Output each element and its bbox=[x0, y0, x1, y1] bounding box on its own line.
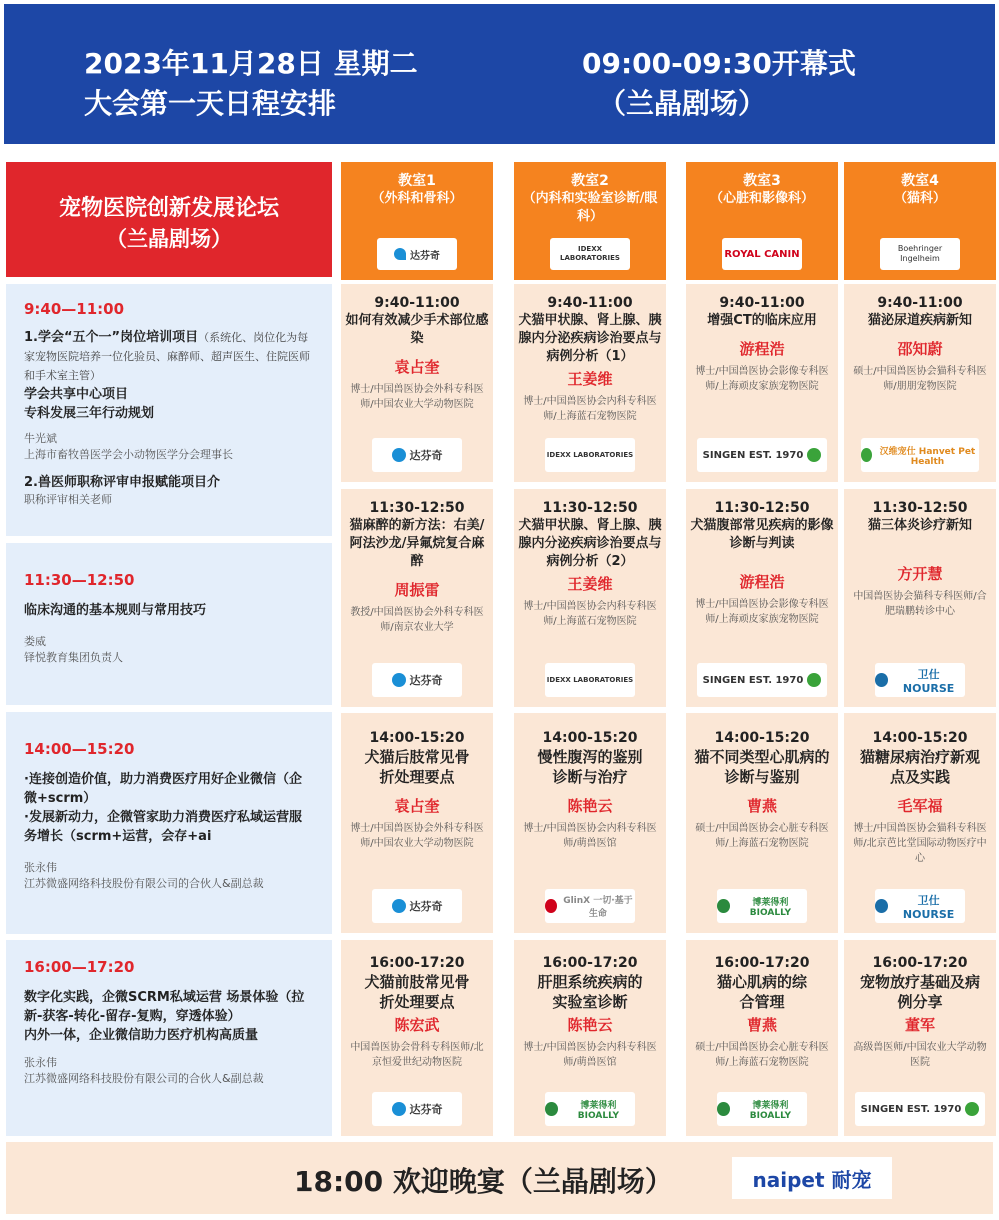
room-name: 教室2 bbox=[571, 173, 609, 189]
sponsor-logo: IDEXX LABORATORIES bbox=[550, 238, 630, 270]
leaf-logo-icon bbox=[965, 1102, 979, 1116]
room-header-2 bbox=[514, 162, 666, 280]
session-time: 9:40—11:00 bbox=[24, 300, 125, 318]
session-time: 16:00—17:20 bbox=[24, 958, 135, 976]
dinner-banner bbox=[6, 1142, 993, 1214]
session-cell bbox=[341, 489, 493, 707]
sponsor-logo: 达芬奇 bbox=[372, 889, 462, 923]
sponsor-logo: GlinX 一切·基于生命 bbox=[545, 889, 635, 923]
session-title: 猫三体炎诊疗新知 bbox=[867, 518, 972, 533]
speaker-name: 王姜维 bbox=[567, 370, 613, 388]
speaker-name: 方开慧 bbox=[897, 565, 943, 583]
davinci-logo-icon bbox=[392, 899, 406, 913]
hanvet-logo-icon bbox=[861, 448, 872, 462]
speaker-affiliation: 博士/中国兽医协会内科专科医师/上海蓝石宠物医院 bbox=[523, 396, 657, 422]
sponsor-logo: 卫仕 NOURSE bbox=[875, 663, 965, 697]
dinner-text: 18:00 欢迎晚宴（兰晶剧场） bbox=[294, 1165, 673, 1198]
room-subject: （内科和实验室诊断/眼科） bbox=[522, 191, 658, 224]
sponsor-logo: SINGEN EST. 1970 bbox=[855, 1092, 985, 1126]
forum-header bbox=[6, 162, 332, 277]
speaker-title: 江苏微盛网络科技股份有限公司的合伙人&副总裁 bbox=[24, 877, 264, 890]
session-time: 16:00-17:20 bbox=[872, 955, 968, 971]
session-cell bbox=[341, 940, 493, 1136]
speaker-name: 袁占奎 bbox=[394, 797, 440, 815]
room-header-1 bbox=[341, 162, 493, 280]
speaker-name: 毛军福 bbox=[897, 797, 943, 815]
opening-time: 09:00-09:30开幕式 bbox=[582, 47, 856, 80]
session-cell bbox=[844, 940, 996, 1136]
speaker-affiliation: 博士/中国兽医协会内科专科医师/萌兽医馆 bbox=[523, 823, 657, 849]
session-cell bbox=[341, 713, 493, 933]
session-time: 14:00-15:20 bbox=[369, 730, 465, 746]
session-cell bbox=[341, 284, 493, 482]
session-title: 宠物放疗基础及病例分享 bbox=[859, 973, 980, 1011]
speaker-name: 牛光斌 bbox=[24, 432, 57, 445]
room-header-3 bbox=[686, 162, 838, 280]
session-cell bbox=[686, 940, 838, 1136]
speaker-title: 江苏微盛网络科技股份有限公司的合伙人&副总裁 bbox=[24, 1072, 264, 1085]
session-time: 14:00-15:20 bbox=[714, 730, 810, 746]
speaker-affiliation: 中国兽医协会骨科专科医师/北京恒爱世纪动物医院 bbox=[350, 1042, 484, 1068]
header-date-block bbox=[84, 44, 524, 124]
session-time: 9:40-11:00 bbox=[719, 295, 805, 311]
speaker-name: 职称评审相关老师 bbox=[24, 493, 112, 506]
sponsor-logo: 卫仕 NOURSE bbox=[875, 889, 965, 923]
davinci-logo-icon bbox=[392, 673, 406, 687]
speaker-affiliation: 高级兽医师/中国农业大学动物医院 bbox=[853, 1042, 987, 1068]
speaker-title: 铎悦教育集团负责人 bbox=[24, 651, 123, 664]
session-title: 犬猫甲状腺、肾上腺、胰腺内分泌疾病诊治要点与病例分析（1） bbox=[518, 313, 662, 364]
davinci-logo-icon bbox=[394, 248, 406, 260]
leaf-logo-icon bbox=[807, 448, 821, 462]
session-cell bbox=[844, 489, 996, 707]
session-topic: 专科发展三年行动规划 bbox=[24, 406, 155, 421]
session-title: 猫糖尿病治疗新观点及实践 bbox=[860, 748, 981, 786]
sponsor-logo: 博莱得利 BIOALLY bbox=[717, 1092, 807, 1126]
session-time: 16:00-17:20 bbox=[369, 955, 465, 971]
session-time: 16:00-17:20 bbox=[542, 955, 638, 971]
session-title: 慢性腹泻的鉴别诊断与治疗 bbox=[537, 748, 643, 786]
naipet-logo: naipet 耐宠 bbox=[732, 1157, 892, 1199]
speaker-affiliation: 博士/中国兽医协会外科专科医师/中国农业大学动物医院 bbox=[350, 384, 484, 410]
session-title: 猫不同类型心肌病的诊断与鉴别 bbox=[694, 748, 830, 786]
session-time: 11:30-12:50 bbox=[714, 500, 810, 516]
session-time: 14:00-15:20 bbox=[872, 730, 968, 746]
speaker-name: 周振雷 bbox=[394, 581, 440, 599]
sponsor-logo: IDEXX LABORATORIES bbox=[545, 438, 635, 472]
session-time: 11:30-12:50 bbox=[369, 500, 465, 516]
session-cell bbox=[514, 940, 666, 1136]
speaker-affiliation: 博士/中国兽医协会内科专科医师/上海蓝石宠物医院 bbox=[523, 601, 657, 627]
session-title: 增强CT的临床应用 bbox=[707, 313, 817, 328]
room-name: 教室4 bbox=[901, 173, 939, 189]
session-cell bbox=[514, 489, 666, 707]
sponsor-logo: ROYAL CANIN bbox=[722, 238, 802, 270]
session-time: 9:40-11:00 bbox=[547, 295, 633, 311]
forum-session-4 bbox=[6, 940, 332, 1136]
sponsor-logo: 博莱得利 BIOALLY bbox=[717, 889, 807, 923]
forum-place: （兰晶剧场） bbox=[106, 227, 232, 251]
session-time: 16:00-17:20 bbox=[714, 955, 810, 971]
sponsor-logo: 博莱得利 BIOALLY bbox=[545, 1092, 635, 1126]
room-subject: （猫科） bbox=[893, 191, 946, 206]
speaker-affiliation: 硕士/中国兽医协会心脏专科医师/上海蓝石宠物医院 bbox=[695, 823, 829, 849]
session-time: 14:00-15:20 bbox=[542, 730, 638, 746]
nourse-logo-icon bbox=[875, 899, 888, 913]
sponsor-logo: 达芬奇 bbox=[377, 238, 457, 270]
session-title: 犬猫腹部常见疾病的影像诊断与判读 bbox=[690, 518, 834, 551]
session-topic: ·发展新动力，企微管家助力消费医疗私域运营服务增长（scrm+运营，会存+ai bbox=[24, 810, 302, 844]
speaker-name: 陈艳云 bbox=[567, 797, 613, 815]
speaker-affiliation: 博士/中国兽医协会内科专科医师/萌兽医馆 bbox=[523, 1042, 657, 1068]
sponsor-logo: 达芬奇 bbox=[372, 1092, 462, 1126]
session-topic: 临床沟通的基本规则与常用技巧 bbox=[24, 603, 207, 618]
speaker-name: 游程浩 bbox=[739, 573, 785, 591]
forum-session-2 bbox=[6, 543, 332, 705]
speaker-name: 陈艳云 bbox=[567, 1016, 613, 1034]
session-cell bbox=[686, 284, 838, 482]
speaker-affiliation: 硕士/中国兽医协会猫科专科医师/朋朋宠物医院 bbox=[853, 366, 987, 392]
speaker-affiliation: 博士/中国兽医协会外科专科医师/中国农业大学动物医院 bbox=[350, 823, 484, 849]
speaker-affiliation: 中国兽医协会猫科专科医师/合肥瑞鹏转诊中心 bbox=[853, 591, 987, 617]
opening-place: （兰晶剧场） bbox=[598, 87, 767, 120]
davinci-logo-icon bbox=[392, 1102, 406, 1116]
bioally-logo-icon bbox=[717, 1102, 730, 1116]
session-cell bbox=[686, 713, 838, 933]
forum-session-3 bbox=[6, 712, 332, 934]
sponsor-logo: 达芬奇 bbox=[372, 663, 462, 697]
session-topic: ·连接创造价值，助力消费医疗用好企业微信（企微+scrm） bbox=[24, 772, 302, 806]
forum-session-1 bbox=[6, 284, 332, 536]
bioally-logo-icon bbox=[717, 899, 730, 913]
speaker-title: 上海市畜牧兽医学会小动物医学分会理事长 bbox=[24, 448, 233, 461]
speaker-affiliation: 硕士/中国兽医协会心脏专科医师/上海蓝石宠物医院 bbox=[695, 1042, 829, 1068]
speaker-affiliation: 博士/中国兽医协会猫科专科医师/北京芭比堂国际动物医疗中心 bbox=[853, 823, 987, 864]
forum-title: 宠物医院创新发展论坛 bbox=[58, 196, 279, 221]
header-date: 2023年11月28日 星期二 bbox=[84, 47, 418, 80]
header-opening-block bbox=[582, 44, 962, 124]
bioally-logo-icon bbox=[545, 1102, 558, 1116]
speaker-affiliation: 博士/中国兽医协会影像专科医师/上海顽皮家族宠物医院 bbox=[695, 366, 829, 392]
sponsor-logo: IDEXX LABORATORIES bbox=[545, 663, 635, 697]
schedule-header bbox=[4, 4, 995, 144]
session-topic: 1.学会“五个一”岗位培训项目（系统化、岗位化为每家宠物医院培养一位化验员、麻醉师、超声医生、住院医师和手术室主管） bbox=[24, 330, 310, 382]
session-title: 犬猫甲状腺、肾上腺、胰腺内分泌疾病诊治要点与病例分析（2） bbox=[518, 518, 662, 569]
room-name: 教室3 bbox=[743, 173, 781, 189]
session-cell bbox=[686, 489, 838, 707]
speaker-name: 曹燕 bbox=[746, 797, 777, 815]
session-title: 猫泌尿道疾病新知 bbox=[867, 313, 972, 328]
speaker-name: 邵知蔚 bbox=[897, 340, 943, 358]
session-time: 11:30—12:50 bbox=[24, 571, 135, 589]
speaker-name: 曹燕 bbox=[746, 1016, 777, 1034]
session-title: 猫麻醉的新方法：右美/阿法沙龙/异氟烷复合麻醉 bbox=[349, 518, 485, 569]
session-time: 14:00—15:20 bbox=[24, 740, 135, 758]
glinx-logo-icon bbox=[545, 899, 557, 913]
sponsor-logo: SINGEN EST. 1970 bbox=[697, 663, 827, 697]
speaker-name: 董军 bbox=[904, 1016, 935, 1034]
sponsor-logo: 达芬奇 bbox=[372, 438, 462, 472]
session-cell bbox=[844, 713, 996, 933]
session-topic: 2.兽医师职称评审申报赋能项目介 bbox=[24, 475, 220, 490]
room-subject: （心脏和影像科） bbox=[709, 191, 814, 206]
sponsor-logo: Boehringer Ingelheim bbox=[880, 238, 960, 270]
speaker-name: 娄威 bbox=[24, 635, 46, 648]
session-cell bbox=[514, 284, 666, 482]
session-time: 9:40-11:00 bbox=[374, 295, 460, 311]
room-header-4 bbox=[844, 162, 996, 280]
session-title: 如何有效减少手术部位感染 bbox=[345, 313, 489, 346]
session-title: 犬猫后肢常见骨折处理要点 bbox=[364, 748, 470, 786]
session-topic: 内外一体，企业微信助力医疗机构高质量 bbox=[24, 1028, 259, 1043]
session-title: 猫心肌病的综合管理 bbox=[716, 973, 807, 1011]
speaker-name: 张永伟 bbox=[24, 861, 57, 874]
session-time: 11:30-12:50 bbox=[872, 500, 968, 516]
speaker-name: 袁占奎 bbox=[394, 358, 440, 376]
room-name: 教室1 bbox=[398, 173, 436, 189]
speaker-affiliation: 教授/中国兽医协会外科专科医师/南京农业大学 bbox=[350, 607, 484, 633]
speaker-name: 游程浩 bbox=[739, 340, 785, 358]
speaker-name: 王姜维 bbox=[567, 575, 613, 593]
sponsor-logo: SINGEN EST. 1970 bbox=[697, 438, 827, 472]
session-title: 犬猫前肢常见骨折处理要点 bbox=[364, 973, 470, 1011]
session-topic: 学会共享中心项目 bbox=[24, 387, 129, 402]
davinci-logo-icon bbox=[392, 448, 406, 462]
sponsor-logo: 汉维宠仕 Hanvet Pet Health bbox=[861, 438, 979, 472]
header-subtitle: 大会第一天日程安排 bbox=[84, 87, 337, 120]
session-time: 9:40-11:00 bbox=[877, 295, 963, 311]
speaker-affiliation: 博士/中国兽医协会影像专科医师/上海顽皮家族宠物医院 bbox=[695, 599, 829, 625]
room-subject: （外科和骨科） bbox=[371, 191, 463, 206]
session-cell bbox=[514, 713, 666, 933]
session-cell bbox=[844, 284, 996, 482]
session-topic: 数字化实践，企微SCRM私域运营 场景体验（拉新-获客-转化-留存-复购，穿透体验） bbox=[24, 990, 305, 1024]
speaker-name: 陈宏武 bbox=[394, 1016, 440, 1034]
session-time: 11:30-12:50 bbox=[542, 500, 638, 516]
speaker-name: 张永伟 bbox=[24, 1056, 57, 1069]
leaf-logo-icon bbox=[807, 673, 821, 687]
session-title: 肝胆系统疾病的实验室诊断 bbox=[537, 973, 643, 1011]
nourse-logo-icon bbox=[875, 673, 888, 687]
